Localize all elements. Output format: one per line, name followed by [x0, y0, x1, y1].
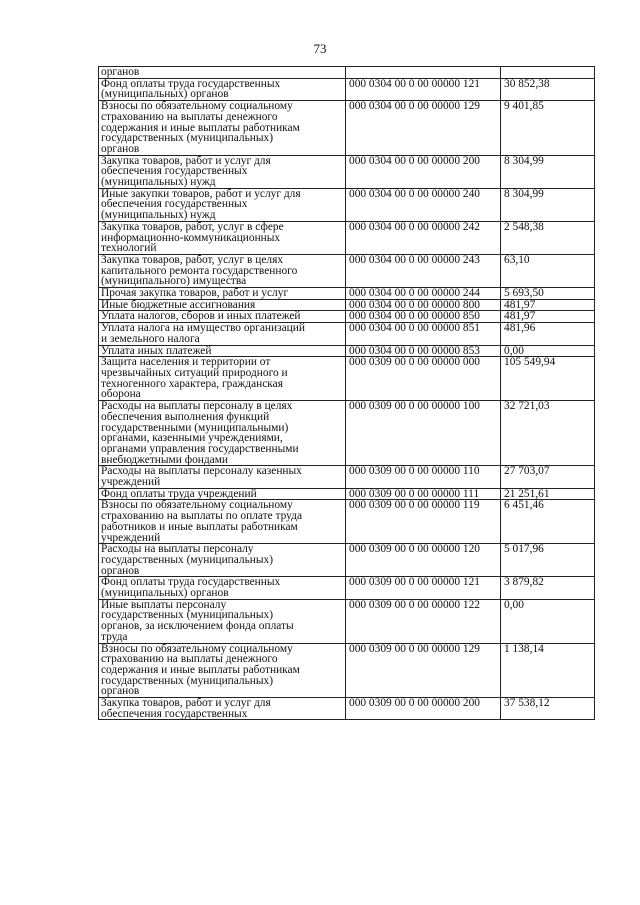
item-name: Фонд оплаты труда государственных (муниципальных) органов — [99, 78, 346, 100]
amount-value: 32 721,03 — [501, 401, 595, 466]
item-name: Фонд оплаты труда учреждений — [99, 488, 346, 500]
budget-code: 000 0309 00 0 00 00000 129 — [346, 643, 501, 698]
item-name: Иные закупки товаров, работ и услуг для обеспечения государственных (муниципальных) нужд — [99, 188, 346, 221]
table-row — [99, 221, 595, 254]
amount-value: 27 703,07 — [501, 466, 595, 488]
amount-value: 5 017,96 — [501, 544, 595, 577]
amount-value — [501, 67, 595, 79]
budget-code: 000 0304 00 0 00 00000 800 — [346, 299, 501, 311]
item-name: Иные выплаты персоналу государственных (муниципальных) органов, за исключением фонда оплаты труда — [99, 599, 346, 643]
amount-value: 21 251,61 — [501, 488, 595, 500]
amount-value: 105 549,94 — [501, 357, 595, 401]
amount-value: 2 548,38 — [501, 221, 595, 254]
budget-code — [346, 67, 501, 79]
amount-value: 481,96 — [501, 323, 595, 345]
amount-value: 63,10 — [501, 254, 595, 287]
item-name: Прочая закупка товаров, работ и услуг — [99, 288, 346, 300]
table-row — [99, 311, 595, 323]
item-name: Закупка товаров, работ и услуг для обеспечения государственных (муниципальных) нужд — [99, 155, 346, 188]
amount-value: 37 538,12 — [501, 698, 595, 720]
budget-code: 000 0304 00 0 00 00000 240 — [346, 188, 501, 221]
budget-code: 000 0309 00 0 00 00000 121 — [346, 577, 501, 599]
budget-code: 000 0304 00 0 00 00000 851 — [346, 323, 501, 345]
table-row — [99, 288, 595, 300]
table-row — [99, 323, 595, 345]
budget-code: 000 0309 00 0 00 00000 120 — [346, 544, 501, 577]
table-row — [99, 599, 595, 643]
table-row — [99, 155, 595, 188]
budget-code: 000 0304 00 0 00 00000 200 — [346, 155, 501, 188]
budget-code: 000 0304 00 0 00 00000 129 — [346, 101, 501, 156]
budget-code: 000 0304 00 0 00 00000 853 — [346, 345, 501, 357]
item-name: Защита населения и территории от чрезвычайных ситуаций природного и техногенного характера, гражданская оборона — [99, 357, 346, 401]
table-row — [99, 544, 595, 577]
table-row — [99, 577, 595, 599]
table-row — [99, 698, 595, 720]
budget-table — [98, 66, 595, 720]
page-number: 73 — [313, 41, 327, 56]
amount-value: 8 304,99 — [501, 188, 595, 221]
budget-code: 000 0309 00 0 00 00000 119 — [346, 500, 501, 544]
budget-code: 000 0309 00 0 00 00000 122 — [346, 599, 501, 643]
amount-value: 481,97 — [501, 299, 595, 311]
item-name: Взносы по обязательному социальному страхованию на выплаты денежного содержания и иные выплаты работникам государственных (муниципальных) органов — [99, 101, 346, 156]
item-name: Взносы по обязательному социальному страхованию на выплаты по оплате труда работников и иные выплаты работникам учреждений — [99, 500, 346, 544]
amount-value: 30 852,38 — [501, 78, 595, 100]
item-name: Закупка товаров, работ и услуг для обеспечения государственных — [99, 698, 346, 720]
budget-code: 000 0309 00 0 00 00000 000 — [346, 357, 501, 401]
item-name: Иные бюджетные ассигнования — [99, 299, 346, 311]
table-row — [99, 500, 595, 544]
amount-value: 0,00 — [501, 345, 595, 357]
table-row — [99, 78, 595, 100]
amount-value: 481,97 — [501, 311, 595, 323]
item-name: органов — [99, 67, 346, 79]
amount-value: 3 879,82 — [501, 577, 595, 599]
item-name: Фонд оплаты труда государственных (муниципальных) органов — [99, 577, 346, 599]
budget-code: 000 0304 00 0 00 00000 850 — [346, 311, 501, 323]
table-row — [99, 401, 595, 466]
amount-value: 0,00 — [501, 599, 595, 643]
budget-code: 000 0304 00 0 00 00000 121 — [346, 78, 501, 100]
budget-code: 000 0309 00 0 00 00000 100 — [346, 401, 501, 466]
item-name: Взносы по обязательному социальному страхованию на выплаты денежного содержания и иные выплаты работникам государственных (муниципальных) органов — [99, 643, 346, 698]
item-name: Уплата налогов, сборов и иных платежей — [99, 311, 346, 323]
table-row — [99, 643, 595, 698]
budget-code: 000 0304 00 0 00 00000 242 — [346, 221, 501, 254]
amount-value: 8 304,99 — [501, 155, 595, 188]
budget-code: 000 0309 00 0 00 00000 110 — [346, 466, 501, 488]
amount-value: 1 138,14 — [501, 643, 595, 698]
amount-value: 6 451,46 — [501, 500, 595, 544]
table-row — [99, 466, 595, 488]
item-name: Расходы на выплаты персоналу казенных учреждений — [99, 466, 346, 488]
amount-value: 9 401,85 — [501, 101, 595, 156]
table-row — [99, 188, 595, 221]
budget-code: 000 0304 00 0 00 00000 243 — [346, 254, 501, 287]
table-row — [99, 345, 595, 357]
budget-code: 000 0304 00 0 00 00000 244 — [346, 288, 501, 300]
budget-code: 000 0309 00 0 00 00000 200 — [346, 698, 501, 720]
table-body — [99, 67, 595, 720]
item-name: Расходы на выплаты персоналу в целях обеспечения выполнения функций государственными (муниципальными) органами, казенными учреждениями, органами управления государственными внебюджетными фондами — [99, 401, 346, 466]
item-name: Уплата налога на имущество организаций и земельного налога — [99, 323, 346, 345]
table-row — [99, 101, 595, 156]
amount-value: 5 693,50 — [501, 288, 595, 300]
item-name: Расходы на выплаты персоналу государственных (муниципальных) органов — [99, 544, 346, 577]
item-name: Уплата иных платежей — [99, 345, 346, 357]
table-row — [99, 299, 595, 311]
item-name: Закупка товаров, работ, услуг в сфере информационно-коммуникационных технологий — [99, 221, 346, 254]
table-row — [99, 254, 595, 287]
table-row — [99, 67, 595, 79]
table-row — [99, 488, 595, 500]
budget-code: 000 0309 00 0 00 00000 111 — [346, 488, 501, 500]
item-name: Закупка товаров, работ, услуг в целях капитального ремонта государственного (муниципального) имущества — [99, 254, 346, 287]
table-row — [99, 357, 595, 401]
